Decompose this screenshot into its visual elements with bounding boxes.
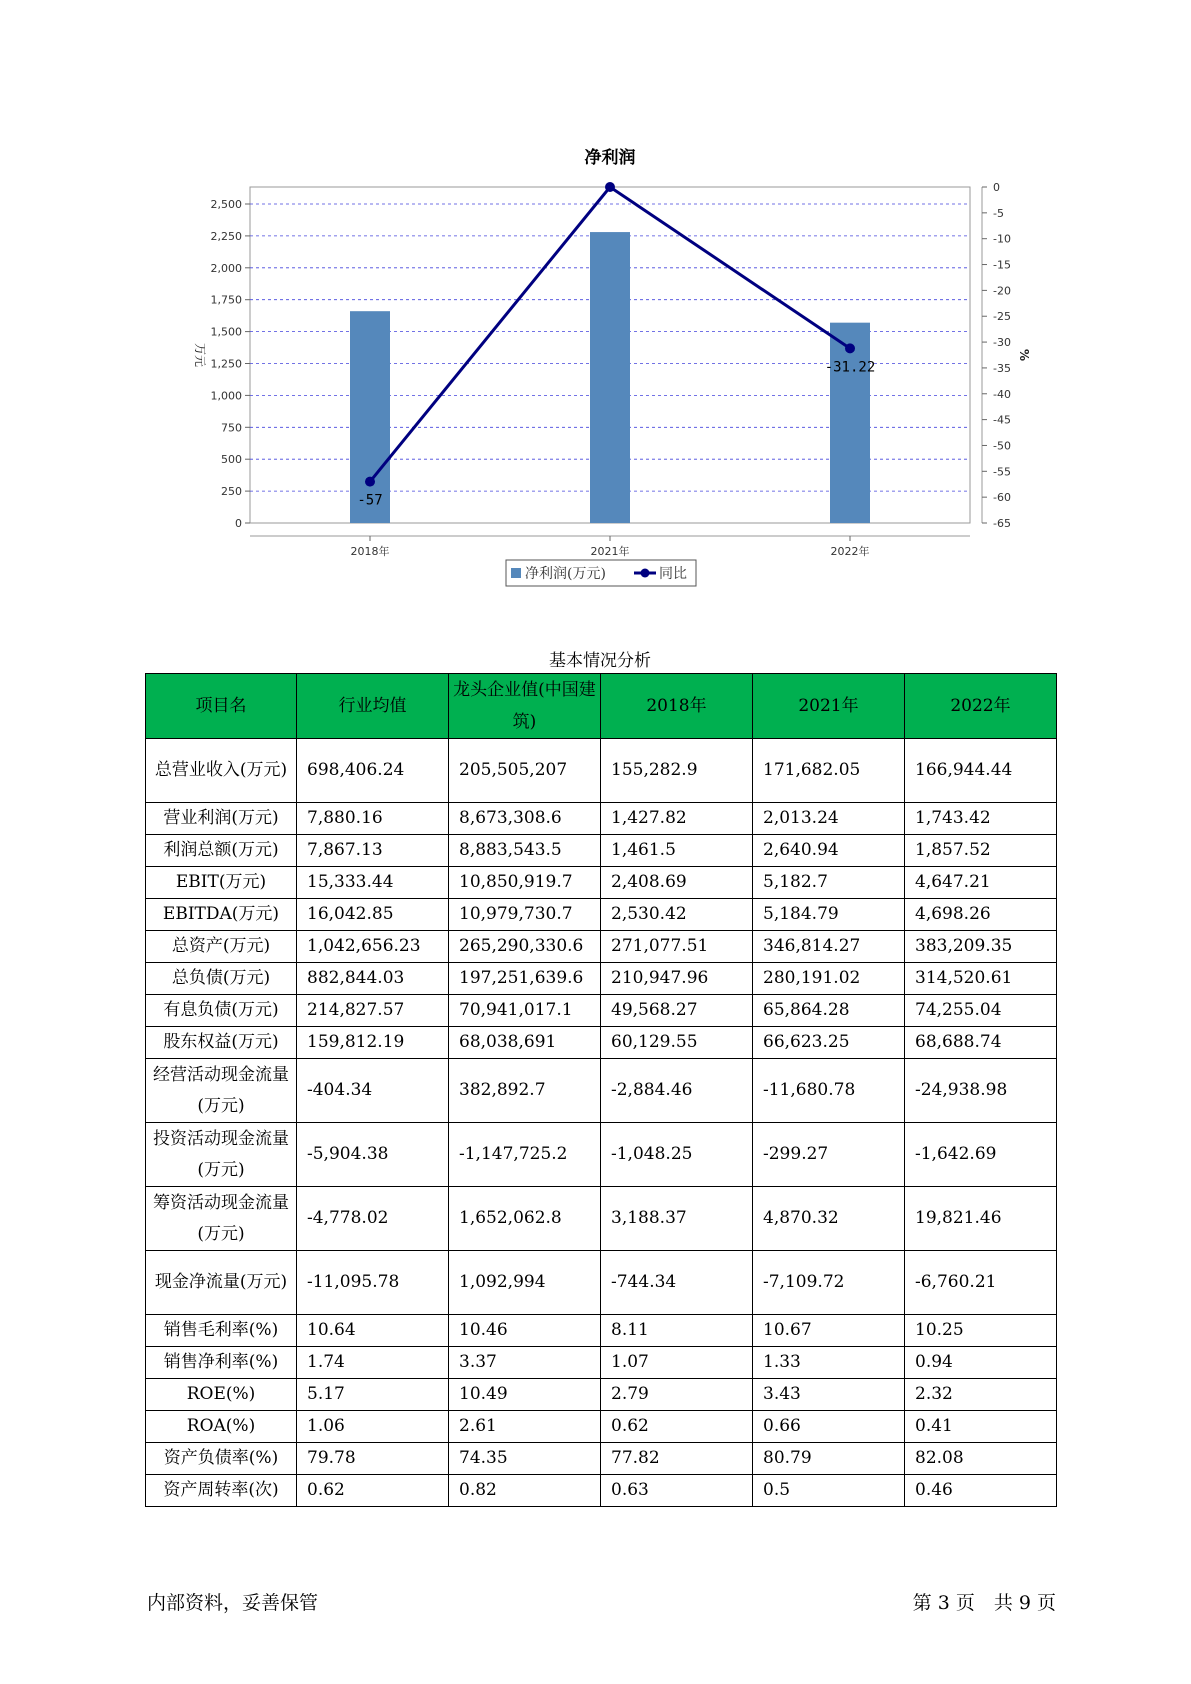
y2-tick-label: -20 [993, 284, 1011, 298]
column-header: 龙头企业值(中国建筑) [449, 674, 601, 739]
table-cell: 2,530.42 [601, 899, 753, 931]
table-cell: 265,290,330.6 [449, 931, 601, 963]
table-cell: -404.34 [297, 1059, 449, 1123]
table-row [146, 1123, 1057, 1187]
table-cell: 10,979,730.7 [449, 899, 601, 931]
table-cell: 1,427.82 [601, 803, 753, 835]
table-cell: 66,623.25 [753, 1027, 905, 1059]
table-cell: 19,821.46 [905, 1187, 1057, 1251]
table-cell: 882,844.03 [297, 963, 449, 995]
table-row [146, 995, 1057, 1027]
table-row [146, 835, 1057, 867]
table-cell: -11,095.78 [297, 1251, 449, 1315]
table-row [146, 1347, 1057, 1379]
table-row [146, 803, 1057, 835]
table-cell: 49,568.27 [601, 995, 753, 1027]
y-tick-label: 2,500 [210, 198, 242, 211]
data-label: -57 [357, 492, 383, 509]
table-cell: 10.46 [449, 1315, 601, 1347]
table-cell: 74.35 [449, 1443, 601, 1475]
y2-tick-label: -65 [993, 517, 1011, 530]
table-cell: 15,333.44 [297, 867, 449, 899]
table-cell: 214,827.57 [297, 995, 449, 1027]
table-caption: 基本情况分析 [549, 651, 651, 671]
table-cell: 1,461.5 [601, 835, 753, 867]
table-cell: 16,042.85 [297, 899, 449, 931]
table-cell: 3.37 [449, 1347, 601, 1379]
table-cell: 1,857.52 [905, 835, 1057, 867]
table-cell: 2,640.94 [753, 835, 905, 867]
x-tick-label: 2021年 [590, 545, 630, 558]
table-row [146, 1411, 1057, 1443]
y2-tick-label: -50 [993, 439, 1011, 453]
table-cell: 1.74 [297, 1347, 449, 1379]
table-cell: 2.79 [601, 1379, 753, 1411]
row-label: ROA(%) [146, 1411, 297, 1443]
table-row [146, 1027, 1057, 1059]
table-cell: 3,188.37 [601, 1187, 753, 1251]
column-header: 2021年 [753, 674, 905, 739]
table-cell: 65,864.28 [753, 995, 905, 1027]
table-cell: 10,850,919.7 [449, 867, 601, 899]
table-cell: 159,812.19 [297, 1027, 449, 1059]
table-row [146, 899, 1057, 931]
legend-label: 同比 [659, 566, 687, 582]
row-label: 资产负债率(%) [146, 1443, 297, 1475]
table-cell: 82.08 [905, 1443, 1057, 1475]
row-label: 筹资活动现金流量(万元) [146, 1187, 297, 1251]
table-row [146, 1251, 1057, 1315]
y-tick-label: 500 [221, 453, 242, 467]
table-cell: 2,013.24 [753, 803, 905, 835]
table-header-row [146, 674, 1057, 739]
chart-title: 净利润 [584, 148, 636, 168]
y2-tick-label: -10 [993, 232, 1011, 246]
column-header: 2018年 [601, 674, 753, 739]
y2-tick-label: 0 [993, 181, 1000, 194]
row-label: 总负债(万元) [146, 963, 297, 995]
table-cell: 0.41 [905, 1411, 1057, 1443]
row-label: 有息负债(万元) [146, 995, 297, 1027]
table-cell: 0.82 [449, 1475, 601, 1507]
net-profit-chart [0, 0, 1191, 600]
row-label: 利润总额(万元) [146, 835, 297, 867]
table-cell: 77.82 [601, 1443, 753, 1475]
y2-axis-label: % [1017, 348, 1031, 362]
column-header: 项目名 [146, 674, 297, 739]
table-cell: 271,077.51 [601, 931, 753, 963]
y-tick-label: 1,750 [210, 293, 242, 307]
table-cell: 1.06 [297, 1411, 449, 1443]
table-cell: 197,251,639.6 [449, 963, 601, 995]
table-cell: 80.79 [753, 1443, 905, 1475]
table-cell: -5,904.38 [297, 1123, 449, 1187]
table-cell: 314,520.61 [905, 963, 1057, 995]
row-label: 总营业收入(万元) [146, 739, 297, 803]
table-cell: 205,505,207 [449, 739, 601, 803]
table-cell: 0.66 [753, 1411, 905, 1443]
table-cell: 346,814.27 [753, 931, 905, 963]
footer-confidential-note: 内部资料，妥善保管 [147, 1592, 319, 1614]
row-label: 现金净流量(万元) [146, 1251, 297, 1315]
table-cell: 210,947.96 [601, 963, 753, 995]
table-cell: 280,191.02 [753, 963, 905, 995]
x-tick-label: 2022年 [830, 545, 870, 558]
table-cell: 74,255.04 [905, 995, 1057, 1027]
row-label: 营业利润(万元) [146, 803, 297, 835]
table-row [146, 1187, 1057, 1251]
yoy-point [845, 343, 855, 353]
table-cell: 0.62 [601, 1411, 753, 1443]
table-row [146, 1379, 1057, 1411]
table-row [146, 1475, 1057, 1507]
table-cell: 1,092,994 [449, 1251, 601, 1315]
table-cell: 4,698.26 [905, 899, 1057, 931]
column-header: 行业均值 [297, 674, 449, 739]
table-row [146, 931, 1057, 963]
table-row [146, 1059, 1057, 1123]
footer-page-number: 第 3 页 共 9 页 [912, 1592, 1056, 1614]
y-tick-label: 250 [221, 485, 242, 499]
table-cell: 1.07 [601, 1347, 753, 1379]
y2-tick-label: -15 [993, 258, 1011, 272]
table-cell: 0.62 [297, 1475, 449, 1507]
table-row [146, 1443, 1057, 1475]
table-cell: -1,048.25 [601, 1123, 753, 1187]
y2-tick-label: -35 [993, 361, 1011, 375]
table-cell: 5,184.79 [753, 899, 905, 931]
table-row [146, 867, 1057, 899]
table-cell: 0.46 [905, 1475, 1057, 1507]
table-cell: 698,406.24 [297, 739, 449, 803]
y2-tick-label: -60 [993, 491, 1011, 505]
legend-bar-swatch [511, 568, 521, 578]
table-cell: 68,038,691 [449, 1027, 601, 1059]
table-cell: 3.43 [753, 1379, 905, 1411]
table-cell: 166,944.44 [905, 739, 1057, 803]
table-cell: -1,642.69 [905, 1123, 1057, 1187]
table-cell: 2.61 [449, 1411, 601, 1443]
table-cell: 0.94 [905, 1347, 1057, 1379]
table-cell: 1,652,062.8 [449, 1187, 601, 1251]
table-cell: 382,892.7 [449, 1059, 601, 1123]
row-label: EBIT(万元) [146, 867, 297, 899]
table-cell: 10.67 [753, 1315, 905, 1347]
row-label: 资产周转率(次) [146, 1475, 297, 1507]
y-tick-label: 1,000 [210, 389, 242, 403]
table-cell: 4,870.32 [753, 1187, 905, 1251]
table-cell: 10.49 [449, 1379, 601, 1411]
row-label: EBITDA(万元) [146, 899, 297, 931]
data-label: -31.22 [824, 359, 876, 376]
y2-tick-label: -5 [993, 206, 1004, 220]
table-cell: 1,743.42 [905, 803, 1057, 835]
table-cell: 7,880.16 [297, 803, 449, 835]
row-label: 总资产(万元) [146, 931, 297, 963]
column-header: 2022年 [905, 674, 1057, 739]
table-cell: 2.32 [905, 1379, 1057, 1411]
y-tick-label: 0 [235, 517, 242, 530]
table-cell: 10.64 [297, 1315, 449, 1347]
y-tick-label: 1,250 [210, 357, 242, 371]
y-tick-label: 2,000 [210, 261, 242, 275]
table-cell: 7,867.13 [297, 835, 449, 867]
table-row [146, 739, 1057, 803]
table-cell: 79.78 [297, 1443, 449, 1475]
y-tick-label: 2,250 [210, 229, 242, 243]
y2-tick-label: -25 [993, 310, 1011, 324]
table-cell: 60,129.55 [601, 1027, 753, 1059]
table-cell: 383,209.35 [905, 931, 1057, 963]
table-cell: -744.34 [601, 1251, 753, 1315]
table-cell: -7,109.72 [753, 1251, 905, 1315]
table-cell: -2,884.46 [601, 1059, 753, 1123]
table-cell: 0.5 [753, 1475, 905, 1507]
legend-label: 净利润(万元) [525, 566, 606, 582]
table-cell: 1,042,656.23 [297, 931, 449, 963]
table-row [146, 963, 1057, 995]
row-label: ROE(%) [146, 1379, 297, 1411]
table-cell: 2,408.69 [601, 867, 753, 899]
table-cell: 70,941,017.1 [449, 995, 601, 1027]
bar [590, 232, 630, 523]
y-tick-label: 750 [221, 421, 242, 435]
table-cell: 0.63 [601, 1475, 753, 1507]
table-cell: 171,682.05 [753, 739, 905, 803]
table-cell: 68,688.74 [905, 1027, 1057, 1059]
table-body [146, 739, 1057, 1507]
table-cell: 8,673,308.6 [449, 803, 601, 835]
table-cell: 1.33 [753, 1347, 905, 1379]
y-tick-label: 1,500 [210, 325, 242, 339]
yoy-point [365, 477, 375, 487]
legend-line-marker [641, 569, 650, 578]
x-tick-label: 2018年 [350, 545, 390, 558]
table-cell: 4,647.21 [905, 867, 1057, 899]
table-cell: 5,182.7 [753, 867, 905, 899]
y2-tick-label: -55 [993, 465, 1011, 479]
table-cell: 155,282.9 [601, 739, 753, 803]
bar [350, 311, 390, 523]
yoy-point [605, 182, 615, 192]
table-cell: -24,938.98 [905, 1059, 1057, 1123]
table-row [146, 1315, 1057, 1347]
row-label: 销售毛利率(%) [146, 1315, 297, 1347]
table-cell: -4,778.02 [297, 1187, 449, 1251]
table-cell: 5.17 [297, 1379, 449, 1411]
y2-tick-label: -45 [993, 413, 1011, 427]
table-cell: -6,760.21 [905, 1251, 1057, 1315]
table-cell: -11,680.78 [753, 1059, 905, 1123]
table-cell: -299.27 [753, 1123, 905, 1187]
row-label: 经营活动现金流量(万元) [146, 1059, 297, 1123]
y2-tick-label: -40 [993, 387, 1011, 401]
row-label: 投资活动现金流量(万元) [146, 1123, 297, 1187]
table-cell: 8.11 [601, 1315, 753, 1347]
table-cell: 8,883,543.5 [449, 835, 601, 867]
y-axis-label: 万元 [193, 342, 207, 368]
y2-tick-label: -30 [993, 336, 1011, 350]
table-cell: 10.25 [905, 1315, 1057, 1347]
basic-analysis-table [145, 673, 1057, 1507]
row-label: 股东权益(万元) [146, 1027, 297, 1059]
row-label: 销售净利率(%) [146, 1347, 297, 1379]
table-cell: -1,147,725.2 [449, 1123, 601, 1187]
